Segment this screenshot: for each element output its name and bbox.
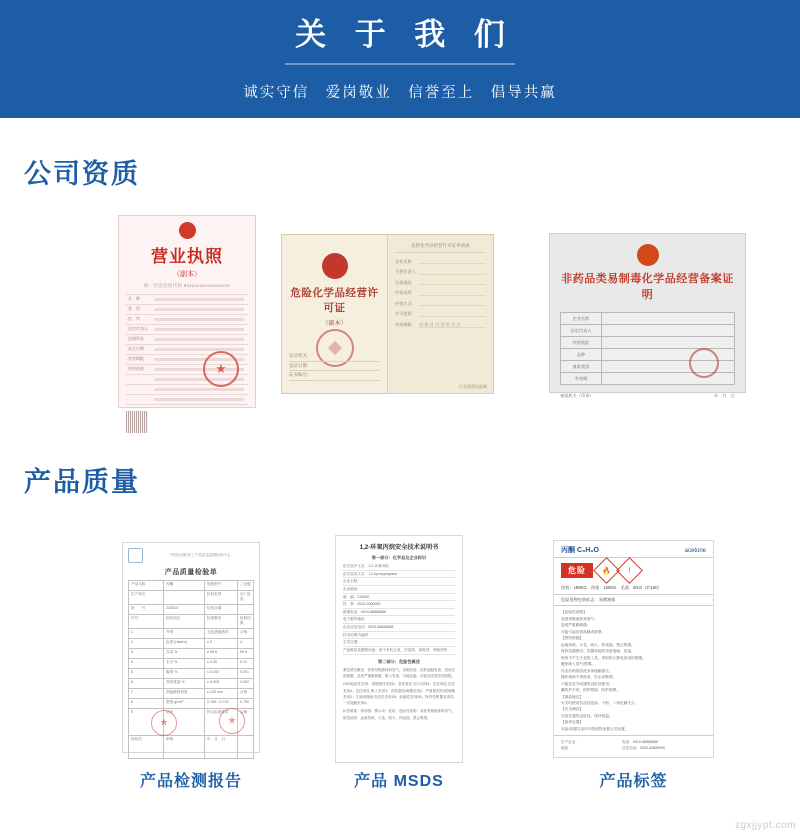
record-certificate-title: 非药品类易制毒化学品经营备案证明 [561,273,734,301]
cell: 9 [129,709,164,735]
row-value [419,290,486,295]
cell: 7 [129,689,164,698]
hazmat-row [395,259,486,264]
meta-value2: 出厂检验 [240,592,251,602]
hazmat-row [395,301,486,306]
label-footer [554,735,713,754]
page-title: 关 于 我 们 [285,16,515,64]
meta-key2: 检验类别 [205,591,238,604]
msds-line: 生效日期： [343,639,455,647]
banner-subtitle: 诚实守信 爱岗敬业 信誉至上 倡导共赢 [243,84,557,101]
field-value-bar [154,318,244,321]
footer-right: 年 月 日 [714,393,735,398]
label-body-line: 造成严重眼刺激； [561,623,591,628]
cell: 合格 [240,629,248,634]
field-key: 类 型 [128,306,140,312]
cell: 酸度 % [164,669,205,678]
table-row [129,679,253,689]
column-header: 序号 [129,615,164,628]
hazmat-license-inner-header: 危险化学品经营许可证申请表 [395,243,486,253]
footer-line: 发证日期： [289,362,380,372]
hazmat-license-cover [282,235,387,393]
msds-line: 传 真：0510-0000000 [343,601,455,609]
msds-paragraph: GHS危险性类别：易燃液体类别2；急性毒性-经口类别4；急性毒性-经皮类别4；急性毒性-吸入类别4；皮肤腐蚀/刺激类别2；严重眼损伤/眼刺激类别2；生殖细胞致突变性类别1B；致癌性类别1B；特异性靶器官毒性-一次接触类别3。 [343,682,455,706]
cell: ≥ 120 min [205,689,238,698]
report-date: 年 月 日 [205,736,238,758]
meta-value [164,591,205,604]
label-body-line: 存放在通风良好处。保持低温。 [561,713,613,718]
hazmat-license-rows [395,259,486,328]
cell: 0.790 [240,699,249,704]
msds-line: 技术说明书编码： [343,632,455,640]
row-value [419,311,486,316]
official-seal-icon [203,351,239,387]
hazmat-license-footer [289,352,380,381]
msds-title: 1,2-环氧丙烷安全技术说明书 [359,544,439,551]
hazmat-row [395,322,486,328]
column-header: 检验项目 [164,615,205,628]
table-header-row [129,615,253,629]
meta-key: 批 号 [129,605,164,614]
document-msds [335,535,463,763]
official-seal-icon [151,710,177,736]
table-row [129,639,253,649]
label-body-line: 【预防措施】 [561,636,584,641]
row-key: 有效期 [561,373,602,384]
msds-line: 企业名称： [343,578,455,586]
table-row [129,649,253,659]
row-value [419,269,486,274]
caption-msds: 产品 MSDS [354,773,444,790]
business-license-field [126,385,248,395]
table-row [561,313,734,325]
official-seal-icon [689,348,719,378]
row-key: 许可范围 [395,311,412,317]
label-body-line: 可能引起昏昏欲睡或眩晕。 [561,629,606,634]
cell: 密度 g/cm³ [164,699,205,708]
business-license-field [126,395,248,405]
label-body-line: 本品/容器交由许可的废物处置公司处置。 [561,726,629,731]
meta-value: 220530 [164,605,205,614]
msds-line: 化学品中文名：1,2-环氧丙烷 [343,563,455,571]
cell: 0.12 [240,659,247,664]
row-key: 品种 [561,349,602,360]
label-spec-2: 危险货物包装标志：易燃液体 [554,595,713,607]
caption-test-report: 产品检测报告 [139,773,242,790]
cell: 符合标准要求 [205,709,238,735]
cell: 色度 (Hazen) [164,639,205,648]
meta-value2: 工业级 [240,582,251,586]
field-key: 注册资本 [128,336,144,342]
cell: 99.8 [240,649,247,654]
field-value-bar [154,388,244,391]
business-license-field [126,295,248,305]
label-body-line: 【废弃处置】 [561,720,584,725]
section-title-quality: 产品质量 [24,467,140,497]
msds-line: 企业应急电话：0510-88888888 [343,624,455,632]
meta-key: 生产单位 [129,591,164,604]
field-key: 法定代表人 [128,326,148,332]
cell: 0.789～0.792 [205,699,238,708]
label-body-line: 只能在室外或通风良好处使用。 [561,681,613,686]
business-license-field [126,325,248,335]
cell: 8 [129,699,164,708]
msds-line: 产品推荐及限制用途：用于有机合成，作溶剂、消毒剂、杀菌剂等 [343,647,455,655]
label-spec: 包装：180KG 净重：150KG 毛重：9/LG（约180） [554,583,713,595]
msds-line: 联系电话：0510-88888888 [343,609,455,617]
field-key: 成立日期 [128,346,144,352]
column-header: 标准要求 [205,615,238,628]
table-row [129,629,253,639]
msds-section-1: 第一部分：化学品及企业标识 [371,555,427,560]
table-row [129,605,253,615]
business-license-field [126,335,248,345]
footer-line: 地址： 应急电话：0532-83889090 [561,746,666,751]
business-license-field [126,315,248,325]
label-header [554,541,713,558]
report-header-line1: 中国石油和化工产品质量监督检验中心 [169,552,231,557]
cell: ≤ 0.003 [205,679,238,688]
row-value [419,280,486,285]
footer-line: 生产企业： 电话：0510-88888888 [561,740,659,745]
business-license-subtitle: （副本） [173,270,201,278]
footer-line: 证书编号： [289,371,380,381]
row-key: 主要负责人 [395,269,416,275]
cell: 蒸发残渣 % [164,679,205,688]
table-row [129,689,253,699]
cell: 高锰酸钾试验 [164,689,205,698]
field-key: 经营范围 [128,366,144,372]
cell: 结论 [164,709,205,735]
table-row [129,669,253,679]
field-key: 营业期限 [128,356,144,362]
meta-value: 丙酮 [164,581,205,590]
row-key: 企业名称 [395,259,412,264]
report-title: 产品质量检验单 [164,569,218,576]
business-license-title: 营业执照 [151,247,223,266]
row-key: 企业名称 [561,313,602,324]
health-hazard-icon: ! [616,557,643,584]
cell: ≥ 99.5 [205,649,238,658]
document-product-label [553,540,714,758]
certificate-precursor-record [549,233,746,398]
field-key: 住 所 [128,316,140,322]
business-license-fields [126,294,248,405]
cell: 水分 % [164,659,205,668]
certificate-row [0,215,800,410]
field-value-bar [154,348,244,351]
msds-paragraph: 标签要素：象形图；警示词：危险；危险性说明：高度易燃液体和蒸气；防范说明：远离热源、火花、明火、热表面，禁止吸烟。 [343,709,455,720]
row-key: 有效期限 [395,321,412,327]
label-body-line: 保持容器密闭。容器和接收设备接地、连接。 [561,649,635,654]
field-value-bar [154,308,244,311]
hazmat-license-caption: 应急管理局监制 [459,384,487,389]
label-body-line: 避免吸入蒸气/烟雾。 [561,662,596,667]
cell: 0.001 [240,669,249,674]
cell: ≤ 0.30 [205,659,238,668]
site-watermark: zgxjjypt.com [734,820,796,831]
cell: 外观 [164,629,205,638]
row-value [419,301,486,306]
hazmat-row [395,290,486,295]
label-body-line: 使用不产生火花的工具。采取防止静电放电的措施。 [561,655,646,660]
hazmat-row [395,280,486,285]
cell: 1 [129,629,164,638]
label-name-en: acetone [684,548,706,554]
business-license-emblem-area [126,222,248,248]
cell: 0.002 [240,679,249,684]
page-banner [0,0,800,118]
msds-paragraph: 紧急情况概述：高度易燃液体和蒸气，吞咽有害，皮肤接触有害，造成皮肤刺激，造成严重眼刺激，吸入有害，可能致癌，可能造成遗传性缺陷。 [343,667,455,678]
cell: 合格 [240,689,248,694]
label-body-line: 高度易燃液体和蒸气； [561,616,598,621]
label-body-line: 操作现场不得进食、饮水或吸烟。 [561,675,617,680]
label-body [554,606,713,735]
cell: 4 [129,659,164,668]
field-key: 名 称 [128,296,140,302]
column-header: 检验结果 [240,615,251,626]
meta-value2 [238,605,253,614]
label-name-cn: 丙酮 C₃H₆O [561,547,599,554]
label-body-title: 【危险性说明】 [561,610,587,615]
label-body-line: 戴防护手套、防护眼镜、防护面罩。 [561,688,620,693]
row-key: 注册地址 [395,279,412,285]
footer-left: 备案机关（印章） [560,393,594,398]
business-license-code: 统一社会信用代码 91xxxxxxxxxxxxxxxx [143,282,231,288]
table-row [561,337,734,349]
cell: ≤ 0.002 [205,669,238,678]
msds-line: 电子邮件地址： [343,616,455,624]
hazmat-license-inner-page [387,235,493,393]
document-test-report [122,542,260,753]
hazmat-row [395,269,486,274]
label-body-line: 作业后彻底清洗身体接触部位。 [561,668,613,673]
meta-key2: 规格型号 [205,581,238,590]
field-value-bar [154,298,244,301]
cell: 合格 [240,709,248,714]
field-value-bar [154,398,244,401]
caption-product-label: 产品标签 [599,773,668,790]
msds-line: 化学品英文名：1,2-epoxypropane [343,571,455,579]
msds-line: 企业地址： [343,586,455,594]
cell: 2 [129,639,164,648]
cell: 含量 % [164,649,205,658]
flammable-hazard-icon: 🔥 [593,557,620,584]
table-row [129,581,253,591]
msds-section-2: 第二部分：危险性概述 [378,658,420,664]
table-row [129,736,253,759]
record-certificate-footer [560,393,735,399]
business-license-field [126,305,248,315]
label-body-line: 远离热源、火花、明火、热表面。禁止吸烟。 [561,642,635,647]
label-danger-row [554,558,713,583]
row-key: 经营场所 [395,290,412,296]
table-row [561,325,734,337]
certificate-business-license [118,215,256,408]
cell: 无色透明液体 [205,629,238,638]
section-title-qualification: 公司资质 [24,159,140,189]
inspection-center-logo-icon [128,548,143,563]
row-key: 经营地址 [561,337,602,348]
cell: ≤ 5 [205,639,238,648]
msds-line: 邮 编：215000 [343,594,455,602]
meta-key: 产品名称 [129,581,164,590]
national-emblem-icon [179,222,196,239]
label-body-line: 【事故响应】 [561,694,584,699]
cell: 5 [129,669,164,678]
row-key: 备案类别 [561,361,602,372]
official-seal-icon [219,708,245,734]
label-body-line: 【安全储存】 [561,707,584,712]
row-key: 经营方式 [395,300,412,306]
row-value [419,259,486,264]
national-emblem-icon [322,253,348,279]
cell: 6 [129,679,164,688]
footer-line: 发证机关： [289,352,380,362]
report-header [128,548,254,563]
label-body-line: 火灾时使用抗溶性泡沫、干粉、二氧化碳灭火。 [561,701,639,705]
meta-key2: 检验日期 [205,605,238,614]
certificate-hazmat-license [281,234,494,394]
danger-badge: 危险 [561,563,593,578]
sign-left: 检验员： [129,736,164,758]
cell: 4 [240,639,242,644]
national-emblem-icon [637,244,659,266]
hazmat-row [395,311,486,316]
qr-code-icon [126,411,148,433]
row-key: 法定代表人 [561,325,602,336]
field-value-bar [154,328,244,331]
table-row [129,591,253,605]
hazmat-license-subtitle: （副本） [322,321,347,327]
table-row [129,699,253,709]
table-row [129,659,253,669]
sign-right: 审核： [164,736,205,758]
hazmat-license-title: 危险化学品经营许可证 [290,287,379,314]
field-value-bar [154,338,244,341]
cell: 3 [129,649,164,658]
row-value: 自 年 月 日 至 年 月 日 [419,322,486,328]
